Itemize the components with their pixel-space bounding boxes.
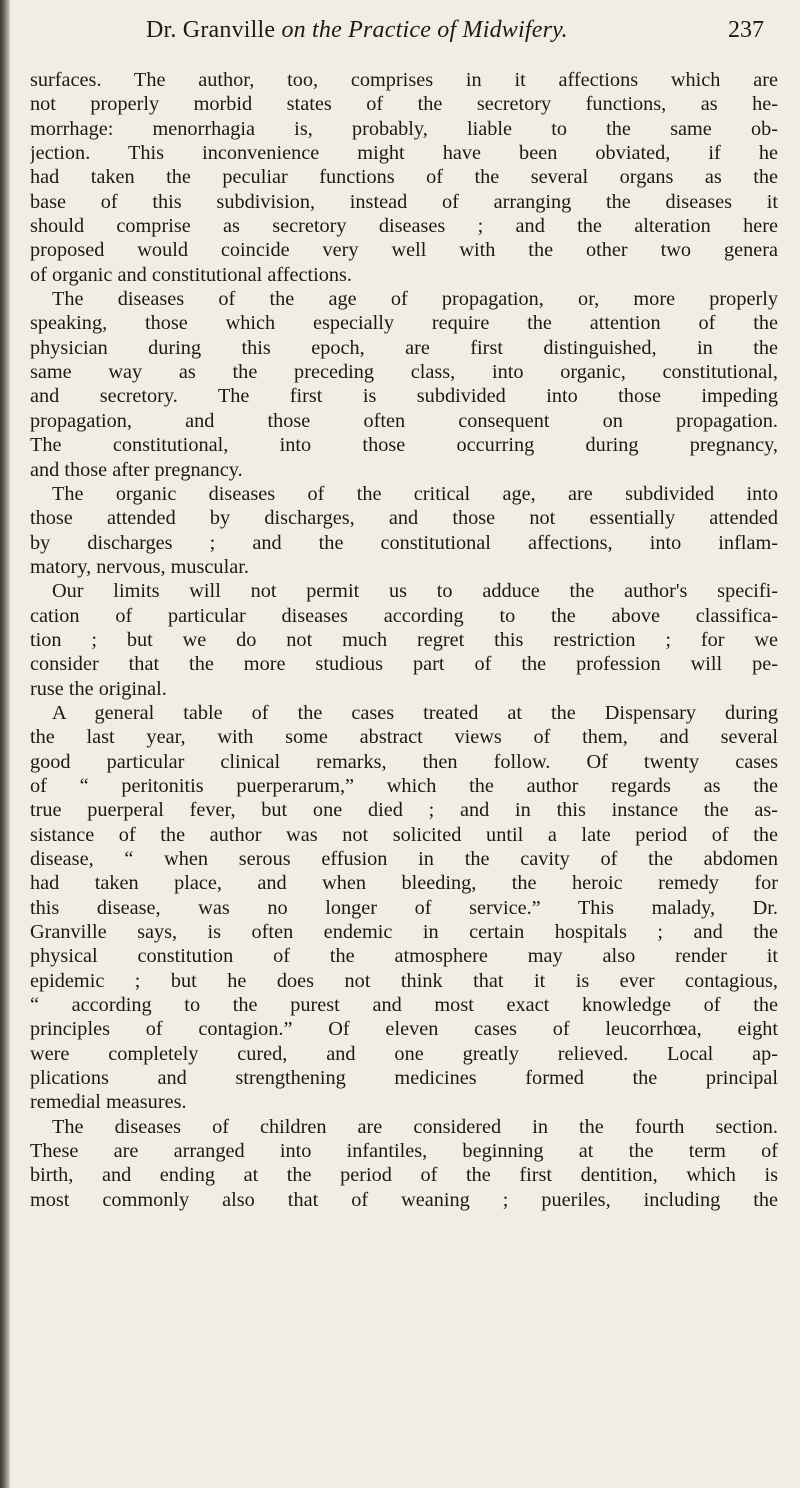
text-line: ruse the original. <box>30 677 167 700</box>
text-line: and those after pregnancy. <box>30 458 243 481</box>
text-line: plications and strengthening medicines formed the principal <box>30 1067 778 1090</box>
text-line: physician during this epoch, are first distinguished, in the <box>30 336 778 359</box>
running-head <box>30 10 782 50</box>
text-line: base of this subdivision, instead of arranging the diseases it <box>30 190 778 213</box>
text-line: Our limits will not permit us to adduce the author's specifi- <box>52 580 778 603</box>
text-line: of organic and constitutional affections. <box>30 263 352 286</box>
text-line: by discharges ; and the constitutional affections, into inflam- <box>30 531 778 554</box>
text-line: disease, “ when serous effusion in the cavity of the abdomen <box>30 848 778 870</box>
text-line: morrhage: menorrhagia is, probably, liable to the same ob- <box>30 117 778 140</box>
text-line: “ according to the purest and most exact knowledge of the <box>30 994 778 1017</box>
text-line: true puerperal fever, but one died ; and in this instance the as- <box>30 799 778 822</box>
running-head-author: Dr. Granville <box>146 17 276 43</box>
text-line: good particular clinical remarks, then follow. Of twenty cases <box>30 750 778 773</box>
text-line: of “ peritonitis puerperarum,” which the author regards as the <box>30 774 778 797</box>
text-line: and secretory. The first is subdivided into those impeding <box>30 385 778 408</box>
text-line: had taken the peculiar functions of the several organs as the <box>30 166 778 189</box>
text-line: cation of particular diseases according to the above classifica- <box>30 604 778 627</box>
text-line: had taken place, and when bleeding, the heroic remedy for <box>30 872 778 895</box>
text-line: epidemic ; but he does not think that it is ever contagious, <box>30 969 778 992</box>
text-line: most commonly also that of weaning ; pueriles, including the <box>30 1188 778 1211</box>
text-line: principles of contagion.” Of eleven cases of leucorrhœa, eight <box>30 1018 778 1041</box>
body-text <box>30 68 778 1212</box>
text-line: Granville says, is often endemic in certain hospitals ; and the <box>30 921 778 944</box>
text-line: the last year, with some abstract views of them, and several <box>30 726 778 749</box>
binding-edge <box>0 0 10 1488</box>
text-line: those attended by discharges, and those not essentially attended <box>30 507 778 530</box>
text-line: matory, nervous, muscular. <box>30 555 249 578</box>
text-line: consider that the more studious part of the profession will pe- <box>30 653 778 676</box>
text-line: speaking, those which especially require the attention of the <box>30 312 778 335</box>
text-line: physical constitution of the atmosphere may also render it <box>30 945 778 968</box>
text-line: were completely cured, and one greatly relieved. Local ap- <box>30 1042 778 1065</box>
text-line: this disease, was no longer of service.” This malady, Dr. <box>30 896 778 919</box>
text-line: same way as the preceding class, into organic, constitutional, <box>30 361 778 384</box>
running-head-title <box>146 10 568 50</box>
text-line: The organic diseases of the critical age, are subdivided into <box>52 482 778 505</box>
text-line: propagation, and those often consequent on propagation. <box>30 409 778 432</box>
text-line: should comprise as secretory diseases ; and the alteration here <box>30 215 778 238</box>
text-line: These are arranged into infantiles, beginning at the term of <box>30 1140 778 1163</box>
running-head-work-title: on the Practice of Midwifery. <box>281 17 568 43</box>
text-line: The diseases of the age of propagation, or, more properly <box>52 288 778 311</box>
text-line: surfaces. The author, too, comprises in it affections which are <box>30 69 778 91</box>
text-line: sistance of the author was not solicited until a late period of the <box>30 823 778 846</box>
text-line: remedial measures. <box>30 1091 187 1114</box>
text-line: The constitutional, into those occurring during pregnancy, <box>30 434 778 457</box>
text-line: proposed would coincide very well with the other two genera <box>30 239 778 262</box>
page-number: 237 <box>728 17 764 43</box>
text-line: The diseases of children are considered in the fourth section. <box>52 1115 778 1138</box>
text-line: jection. This inconvenience might have been obviated, if he <box>30 142 778 165</box>
text-line: birth, and ending at the period of the first dentition, which is <box>30 1164 778 1187</box>
text-line: tion ; but we do not much regret this restriction ; for we <box>30 628 778 651</box>
text-line: A general table of the cases treated at the Dispensary during <box>52 701 778 724</box>
text-line: not properly morbid states of the secretory functions, as he- <box>30 93 778 116</box>
